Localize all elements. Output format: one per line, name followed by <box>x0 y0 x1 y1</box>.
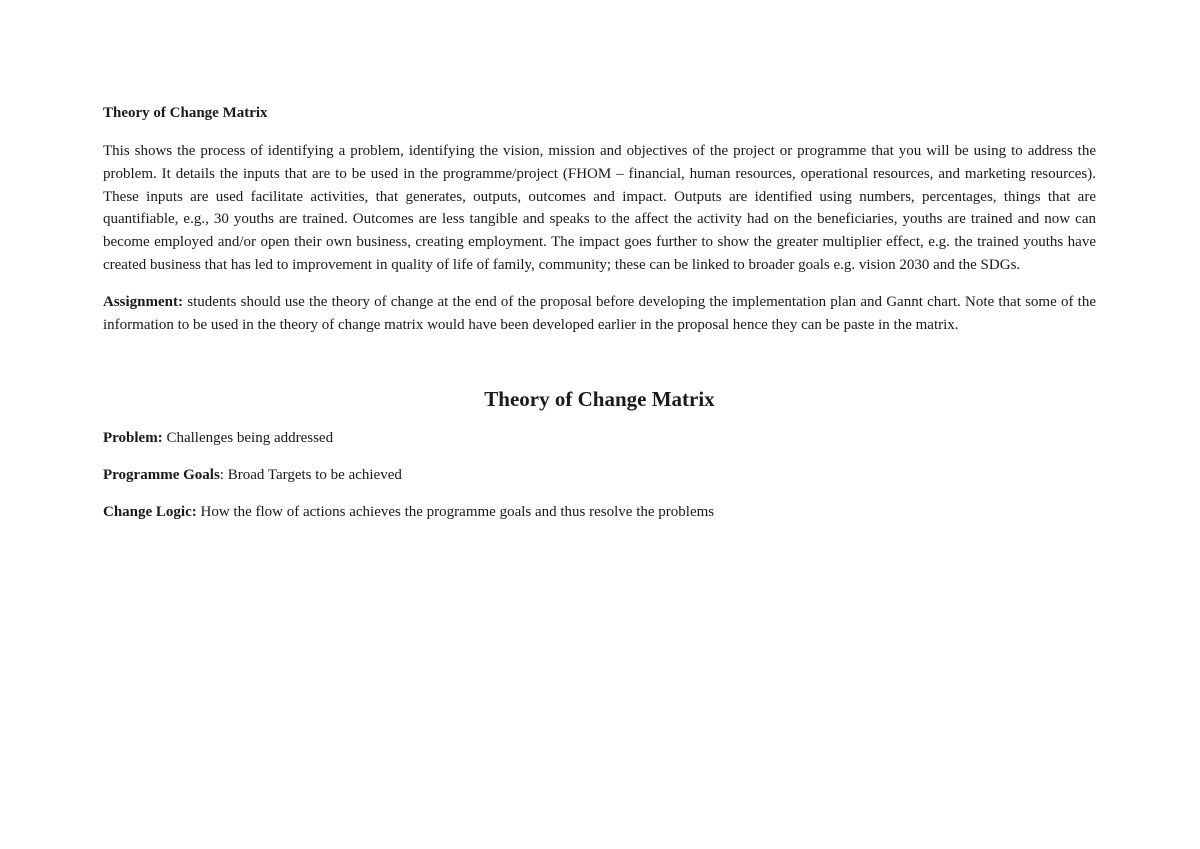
definition-term: Change Logic: <box>103 504 197 521</box>
definition-problem <box>103 427 1096 449</box>
definition-term: Programme Goals <box>103 467 220 484</box>
assignment-paragraph <box>103 291 1096 337</box>
assignment-label: Assignment: <box>103 293 184 310</box>
definition-text: Challenges being addressed <box>162 430 334 447</box>
definition-change-logic <box>103 501 1096 523</box>
definition-text: : Broad Targets to be achieved <box>219 467 402 484</box>
section-heading: Theory of Change Matrix <box>103 105 268 121</box>
matrix-title: Theory of Change Matrix <box>484 387 715 412</box>
document-page <box>103 103 1096 538</box>
definition-programme-goals <box>103 464 1096 486</box>
definition-term: Problem: <box>103 430 163 447</box>
intro-paragraph: This shows the process of identifying a problem, identifying the vision, mission and objectives of the project or programme that you will be using to address the problem. It details the inputs that are to be used in the programme/project (FHOM – financial, human resources, operational resources, and marketing resources). These inputs are used facilitate activities, that generates, outputs, outcomes and impact. Outputs are identified using numbers, percentages, things that are quantifiable, e.g., 30 youths are trained. Outcomes are less tangible and speaks to the affect the activity had on the beneficiaries, youths are trained and now can become employed and/or open their own business, creating employment. The impact goes further to show the greater multiplier effect, e.g. the trained youths have created business that has led to improvement in quality of life of family, community; these can be linked to broader goals e.g. vision 2030 and the SDGs. <box>103 143 1096 273</box>
definition-text: How the flow of actions achieves the programme goals and thus resolve the problems <box>196 504 715 521</box>
assignment-text: students should use the theory of change at the end of the proposal before developing the implementation plan and Gannt chart. Note that some of the information to be used in the theory of change matrix would have been developed earlier in the proposal hence they can be paste in the matrix. <box>103 293 1096 333</box>
